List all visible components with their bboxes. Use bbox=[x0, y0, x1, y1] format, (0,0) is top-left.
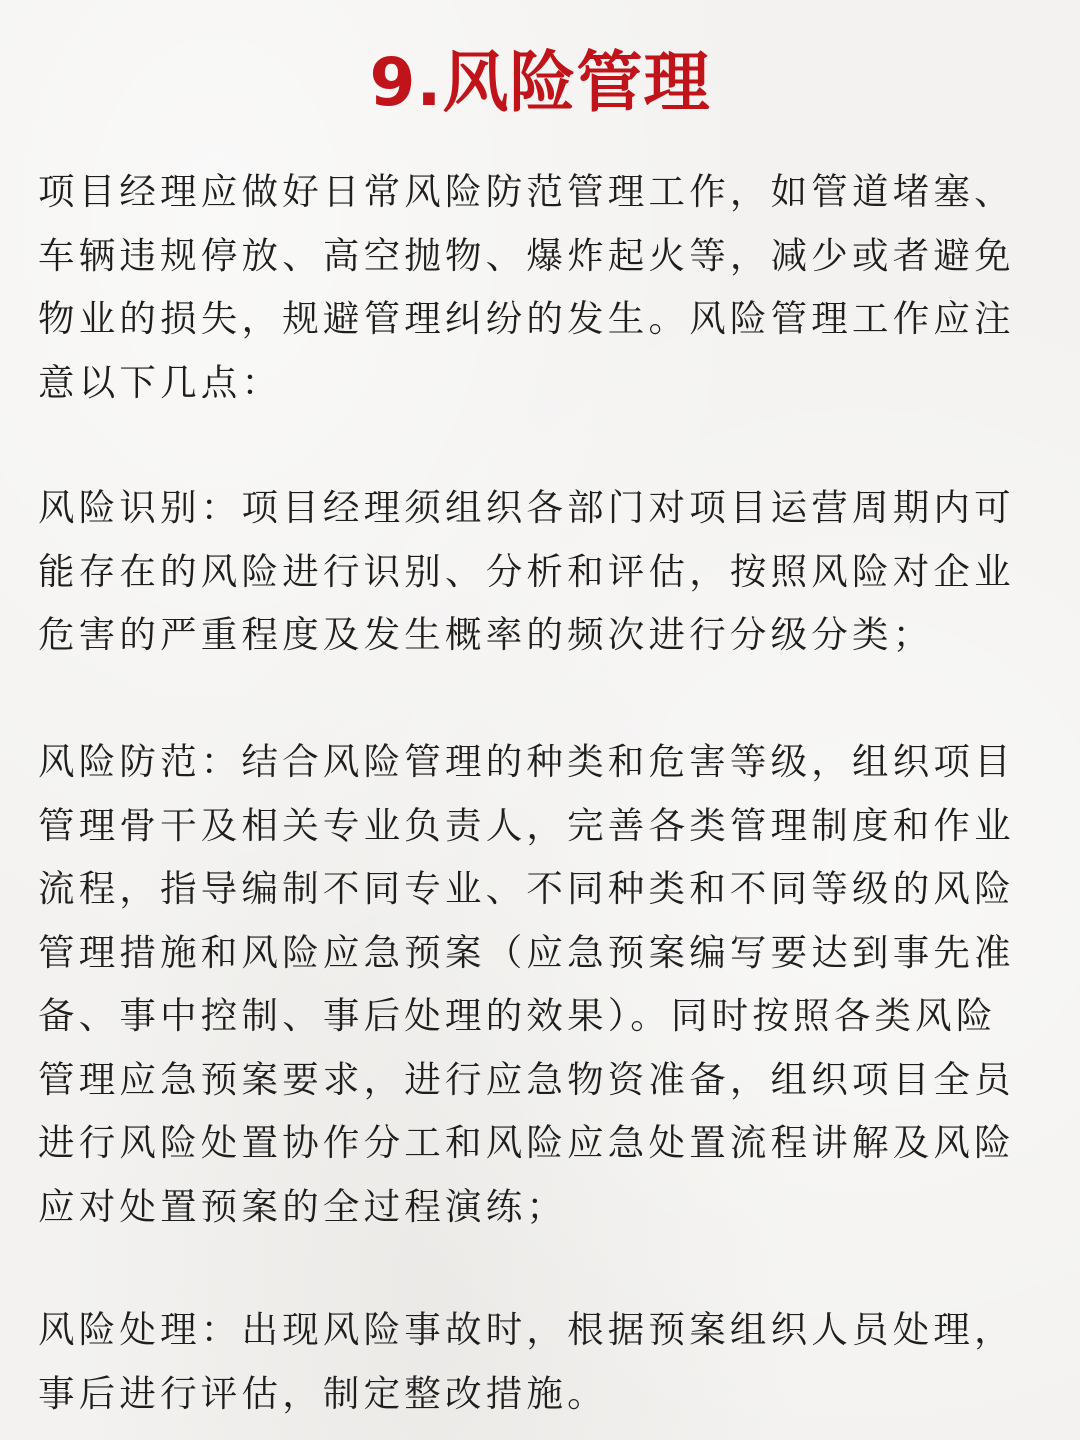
risk-prevention-paragraph: 风险防范：结合风险管理的种类和危害等级，组织项目管理骨干及相关专业负责人，完善各类管理制度和作业流程，指导编制不同专业、不同种类和不同等级的风险管理措施和风险应急预案（应急预案编写要达到事先准备、事中控制、事后处理的效果）。同时按照各类风险管理应急预案要求，进行应急物资准备，组织项目全员进行风险处置协作分工和风险应急处置流程讲解及风险应对处置预案的全过程演练； bbox=[38, 740, 1015, 1228]
risk-handling-paragraph: 风险处理：出现风险事故时，根据预案组织人员处理，事后进行评估，制定整改措施。 bbox=[38, 1308, 1015, 1415]
page-title: 9.风险管理 bbox=[369, 44, 711, 121]
intro-paragraph: 项目经理应做好日常风险防范管理工作，如管道堵塞、车辆违规停放、高空抛物、爆炸起火等，减少或者避免物业的损失，规避管理纠纷的发生。风险管理工作应注意以下几点： bbox=[38, 170, 1015, 404]
risk-identification-paragraph: 风险识别：项目经理须组织各部门对项目运营周期内可能存在的风险进行识别、分析和评估，按照风险对企业危害的严重程度及发生概率的频次进行分级分类； bbox=[38, 486, 1015, 656]
